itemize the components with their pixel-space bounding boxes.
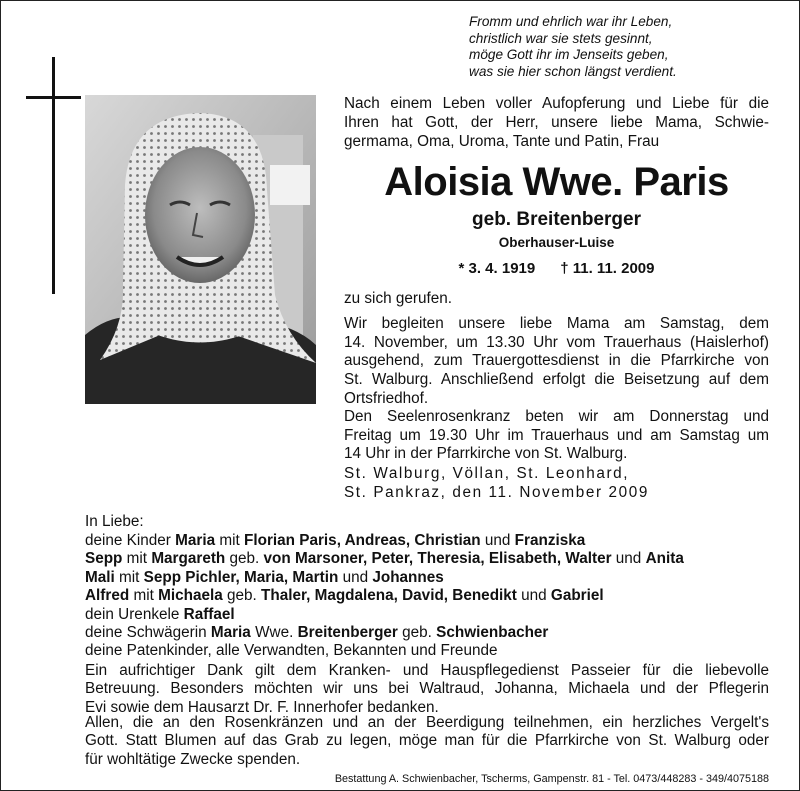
called-home-text: zu sich gerufen. <box>344 290 452 307</box>
mourner-text: und <box>480 532 515 549</box>
mourner-name: Anita <box>645 550 684 568</box>
mourner-text: deine Kinder <box>85 532 176 549</box>
mourner-text: und <box>338 568 373 586</box>
life-dates: * 3. 4. 1919 † 11. 11. 2009 <box>458 260 655 277</box>
mourner-text: dein Urenkele <box>85 605 184 623</box>
mourners-list <box>85 532 684 661</box>
mourner-name: Maria <box>210 624 251 642</box>
mourner-line <box>85 550 684 568</box>
mourner-name: Sepp <box>85 550 123 568</box>
mourner-name: Franziska <box>514 532 586 549</box>
mourner-text: mit <box>114 568 144 586</box>
mourner-text: deine Patenkinder, alle Verwandten, Bekannten und Freunde <box>85 642 498 660</box>
mourners-heading: In Liebe: <box>85 513 144 530</box>
mourner-text: mit <box>215 532 245 549</box>
mourner-line <box>85 606 684 624</box>
mourner-line <box>85 624 684 642</box>
poem-line: möge Gott ihr im Jenseits geben, <box>469 47 669 63</box>
mourner-text: deine Schwägerin <box>85 624 211 642</box>
mourner-name: von Marsoner, Peter, Theresia, Elisabeth, Walter <box>263 550 612 568</box>
mourner-line <box>85 532 684 550</box>
poem-line: was sie hier schon längst verdient. <box>469 63 677 79</box>
funeral-home-footer: Bestattung A. Schwienbacher, Tscherms, Gampenstr. 81 - Tel. 0473/448283 - 349/4075188 <box>334 773 769 785</box>
memorial-poem <box>469 14 769 80</box>
mourner-name: Margareth <box>151 550 226 568</box>
mourner-text: Wwe. <box>250 624 298 642</box>
mourner-name: Michaela <box>158 587 223 605</box>
mourner-name: Florian Paris, Andreas, Christian <box>244 532 481 549</box>
mourner-name: Breitenberger <box>297 624 398 642</box>
mourner-line <box>85 569 684 587</box>
mourner-text: geb. <box>222 587 262 605</box>
mourner-name: Maria <box>175 532 216 549</box>
mourner-text: geb. <box>225 550 264 568</box>
portrait-photo <box>85 95 316 404</box>
mourner-name: Alfred <box>85 587 130 605</box>
funeral-details: Wir begleiten unsere liebe Mama am Samstag, dem 14. November, um 13.30 Uhr vom Trauerhaus (Haislerhof) ausgehend, zum Trauergottesdienst in die Pfarrkirche von St. Walburg. Anschließend erfolgt die Beisetzung auf dem Ortsfriedhof. <box>344 315 769 407</box>
poem-line: christlich war sie stets gesinnt, <box>469 30 653 46</box>
mourner-name: Schwienbacher <box>436 624 549 642</box>
deceased-name: Aloisia Wwe. Paris <box>384 160 729 204</box>
maiden-name: geb. Breitenberger <box>472 209 641 230</box>
place-and-date: St. Walburg, Völlan, St. Leonhard, St. Pankraz, den 11. November 2009 <box>344 465 649 501</box>
mourner-name: Thaler, Magdalena, David, Benedikt <box>261 587 517 605</box>
gratitude-paragraph: Allen, die an den Rosenkränzen und an der Beerdigung teilnehmen, ein herzliches Vergelt's Gott. Statt Blumen auf das Grab zu legen, möge man für die Pfarrkirche von St. Walburg oder für wohltätige Zwecke spenden. <box>85 714 769 768</box>
mourner-name: Gabriel <box>550 587 604 605</box>
mourner-name: Johannes <box>372 568 444 586</box>
mourner-line <box>85 642 684 660</box>
house-name: Oberhauser-Luise <box>498 235 615 250</box>
thanks-paragraph: Ein aufrichtiger Dank gilt dem Kranken- und Hauspflegedienst Passeier für die liebevolle Betreuung. Besonders möchten wir uns bei Waltraud, Johanna, Michaela und der Pflegerin Evi sowie dem Hausarzt Dr. F. Innerhofer bedanken. <box>85 662 769 716</box>
mourner-name: Mali <box>85 568 115 586</box>
mourner-line <box>85 587 684 605</box>
mourner-text: geb. <box>397 624 437 642</box>
mourner-name: Raffael <box>183 605 235 623</box>
poem-line: Fromm und ehrlich war ihr Leben, <box>469 14 673 29</box>
mourner-name: Sepp Pichler, Maria, Martin <box>143 568 339 586</box>
mourner-text: und <box>611 550 646 568</box>
mourner-text: und <box>516 587 551 605</box>
mourner-text: mit <box>129 587 159 605</box>
rosary-details: Den Seelenrosenkranz beten wir am Donnerstag und Freitag um 19.30 Uhr im Trauerhaus und am Samstag um 14 Uhr in der Pfarrkirche von St. Walburg. <box>344 408 769 463</box>
mourner-text: mit <box>122 550 152 568</box>
intro-text: Nach einem Leben voller Aufopferung und Liebe für die Ihren hat Gott, der Herr, unsere liebe Mama, Schwie- germama, Oma, Uroma, Tante und Patin, Frau <box>344 95 769 150</box>
